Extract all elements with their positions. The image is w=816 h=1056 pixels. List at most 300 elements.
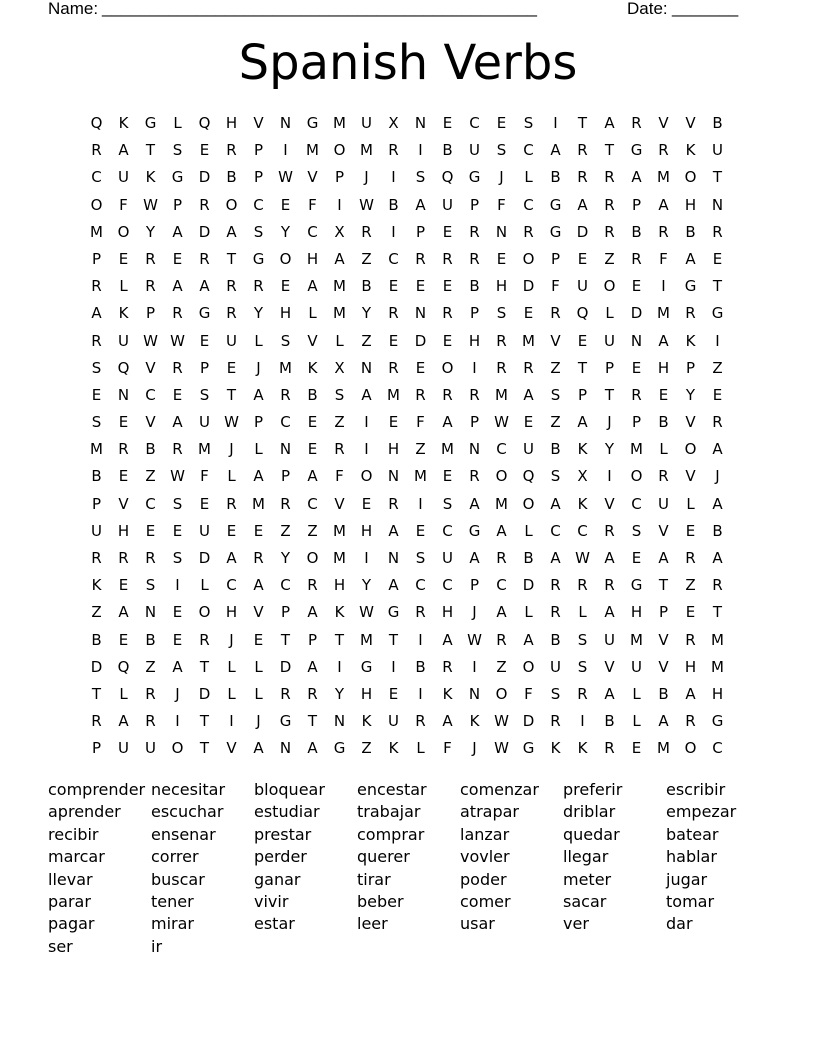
grid-letter[interactable]: A xyxy=(253,385,264,404)
grid-letter[interactable]: S xyxy=(496,304,507,323)
grid-letter[interactable]: Z xyxy=(550,413,561,432)
grid-letter[interactable]: A xyxy=(226,222,237,241)
grid-letter[interactable]: R xyxy=(442,385,453,404)
grid-letter[interactable]: C xyxy=(496,576,507,595)
grid-letter[interactable]: M xyxy=(711,657,724,676)
grid-letter[interactable]: V xyxy=(658,521,669,540)
grid-letter[interactable]: W xyxy=(170,331,185,350)
grid-letter[interactable]: A xyxy=(91,304,102,323)
grid-letter[interactable]: U xyxy=(442,195,453,214)
grid-letter[interactable]: R xyxy=(415,603,426,622)
grid-letter[interactable]: I xyxy=(715,331,720,350)
grid-letter[interactable]: R xyxy=(226,277,237,296)
grid-letter[interactable]: A xyxy=(658,549,669,567)
grid-letter[interactable]: A xyxy=(523,385,534,404)
grid-letter[interactable]: Z xyxy=(496,657,507,676)
grid-letter[interactable]: E xyxy=(442,331,453,350)
grid-letter[interactable]: P xyxy=(280,467,291,486)
grid-letter[interactable]: Z xyxy=(361,249,372,268)
grid-letter[interactable]: Y xyxy=(685,385,696,404)
grid-letter[interactable]: R xyxy=(388,358,399,377)
grid-letter[interactable]: P xyxy=(469,576,480,595)
grid-letter[interactable]: Q xyxy=(117,657,130,676)
grid-letter[interactable]: S xyxy=(550,385,561,404)
grid-letter[interactable]: I xyxy=(418,494,423,513)
grid-letter[interactable]: K xyxy=(307,358,318,377)
grid-letter[interactable]: M xyxy=(414,467,427,486)
grid-letter[interactable]: M xyxy=(630,630,643,649)
grid-letter[interactable]: O xyxy=(225,195,238,214)
grid-letter[interactable]: R xyxy=(550,304,561,323)
grid-letter[interactable]: I xyxy=(661,277,666,296)
grid-letter[interactable]: C xyxy=(253,195,264,214)
grid-letter[interactable]: R xyxy=(631,249,642,268)
grid-letter[interactable]: M xyxy=(522,331,535,350)
grid-letter[interactable]: O xyxy=(495,684,508,703)
grid-letter[interactable]: Z xyxy=(415,440,426,459)
grid-letter[interactable]: R xyxy=(685,549,696,567)
grid-letter[interactable]: A xyxy=(442,712,453,731)
grid-letter[interactable]: E xyxy=(631,277,642,296)
grid-letter[interactable]: E xyxy=(172,630,183,649)
grid-letter[interactable]: R xyxy=(550,576,561,595)
grid-letter[interactable]: K xyxy=(118,114,129,132)
grid-letter[interactable]: T xyxy=(712,277,723,296)
grid-letter[interactable]: A xyxy=(604,603,615,622)
grid-letter[interactable]: B xyxy=(145,440,156,459)
grid-letter[interactable]: L xyxy=(524,168,533,187)
grid-letter[interactable]: P xyxy=(631,195,642,214)
grid-letter[interactable]: R xyxy=(712,413,723,432)
grid-letter[interactable]: Q xyxy=(441,168,454,187)
grid-letter[interactable]: Z xyxy=(604,249,615,268)
grid-letter[interactable]: R xyxy=(280,684,291,703)
grid-letter[interactable]: A xyxy=(334,249,345,268)
grid-letter[interactable]: W xyxy=(359,603,374,622)
grid-letter[interactable]: R xyxy=(199,630,210,649)
grid-letter[interactable]: E xyxy=(172,385,183,404)
grid-letter[interactable]: B xyxy=(658,413,669,432)
grid-letter[interactable]: H xyxy=(225,114,238,132)
grid-letter[interactable]: I xyxy=(175,576,180,595)
grid-letter[interactable]: O xyxy=(684,739,697,758)
grid-letter[interactable]: Z xyxy=(361,739,372,758)
grid-letter[interactable]: O xyxy=(198,603,211,622)
grid-letter[interactable]: E xyxy=(226,358,237,377)
grid-letter[interactable]: R xyxy=(91,277,102,296)
grid-letter[interactable]: I xyxy=(472,358,477,377)
grid-letter[interactable]: Z xyxy=(280,521,291,540)
grid-letter[interactable]: U xyxy=(388,712,399,731)
grid-letter[interactable]: C xyxy=(415,576,426,595)
grid-letter[interactable]: R xyxy=(280,385,291,404)
grid-letter[interactable]: X xyxy=(577,467,588,486)
grid-letter[interactable]: G xyxy=(171,168,184,187)
grid-letter[interactable]: T xyxy=(334,630,345,649)
grid-letter[interactable]: S xyxy=(172,549,183,567)
grid-letter[interactable]: R xyxy=(550,603,561,622)
grid-letter[interactable]: E xyxy=(118,576,129,595)
grid-letter[interactable]: I xyxy=(337,657,342,676)
grid-letter[interactable]: K xyxy=(577,494,588,513)
grid-letter[interactable]: O xyxy=(333,141,346,160)
grid-letter[interactable]: S xyxy=(631,521,642,540)
grid-letter[interactable]: M xyxy=(90,222,103,241)
grid-letter[interactable]: E xyxy=(442,277,453,296)
grid-letter[interactable]: M xyxy=(360,630,373,649)
grid-letter[interactable]: R xyxy=(91,141,102,160)
grid-letter[interactable]: R xyxy=(604,576,615,595)
grid-letter[interactable]: A xyxy=(307,739,318,758)
grid-letter[interactable]: D xyxy=(522,576,535,595)
grid-letter[interactable]: T xyxy=(199,657,210,676)
grid-letter[interactable]: F xyxy=(551,277,560,296)
grid-letter[interactable]: G xyxy=(306,114,319,132)
grid-letter[interactable]: S xyxy=(577,630,588,649)
grid-letter[interactable]: H xyxy=(630,603,643,622)
grid-letter[interactable]: A xyxy=(604,549,615,567)
grid-letter[interactable]: U xyxy=(118,168,129,187)
grid-letter[interactable]: O xyxy=(171,739,184,758)
grid-letter[interactable]: R xyxy=(199,249,210,268)
grid-letter[interactable]: C xyxy=(442,576,453,595)
grid-letter[interactable]: Y xyxy=(280,222,291,241)
grid-letter[interactable]: I xyxy=(337,195,342,214)
grid-letter[interactable]: L xyxy=(254,440,263,459)
grid-letter[interactable]: L xyxy=(227,657,236,676)
grid-letter[interactable]: X xyxy=(334,358,345,377)
grid-letter[interactable]: P xyxy=(658,603,669,622)
grid-letter[interactable]: B xyxy=(523,549,534,567)
grid-letter[interactable]: P xyxy=(145,304,156,323)
grid-letter[interactable]: U xyxy=(550,657,561,676)
grid-letter[interactable]: E xyxy=(685,521,696,540)
grid-letter[interactable]: E xyxy=(685,603,696,622)
grid-letter[interactable]: M xyxy=(333,304,346,323)
grid-letter[interactable]: C xyxy=(712,739,723,758)
grid-letter[interactable]: R xyxy=(145,249,156,268)
grid-letter[interactable]: A xyxy=(577,195,588,214)
grid-letter[interactable]: J xyxy=(472,739,477,758)
grid-letter[interactable]: V xyxy=(604,657,615,676)
grid-letter[interactable]: R xyxy=(307,684,318,703)
grid-letter[interactable]: O xyxy=(306,549,319,567)
grid-letter[interactable]: R xyxy=(496,630,507,649)
grid-letter[interactable]: C xyxy=(577,521,588,540)
grid-letter[interactable]: S xyxy=(550,467,561,486)
grid-letter[interactable]: N xyxy=(468,684,481,703)
grid-letter[interactable]: B xyxy=(226,168,237,187)
grid-letter[interactable]: R xyxy=(496,358,507,377)
grid-letter[interactable]: K xyxy=(685,331,696,350)
grid-letter[interactable]: I xyxy=(391,657,396,676)
grid-letter[interactable]: P xyxy=(172,195,183,214)
grid-letter[interactable]: E xyxy=(118,630,129,649)
grid-letter[interactable]: O xyxy=(684,168,697,187)
grid-letter[interactable]: D xyxy=(198,684,211,703)
grid-letter[interactable]: R xyxy=(523,358,534,377)
grid-letter[interactable]: G xyxy=(711,712,724,731)
grid-letter[interactable]: G xyxy=(360,657,373,676)
grid-letter[interactable]: A xyxy=(604,114,615,132)
grid-letter[interactable]: C xyxy=(469,114,480,132)
grid-letter[interactable]: W xyxy=(494,413,509,432)
grid-letter[interactable]: W xyxy=(575,549,590,567)
grid-letter[interactable]: E xyxy=(442,114,453,132)
grid-letter[interactable]: H xyxy=(306,249,319,268)
grid-letter[interactable]: Y xyxy=(145,222,156,241)
grid-letter[interactable]: E xyxy=(388,277,399,296)
grid-letter[interactable]: A xyxy=(172,222,183,241)
grid-letter[interactable]: U xyxy=(91,521,102,540)
grid-letter[interactable]: K xyxy=(91,576,102,595)
grid-letter[interactable]: D xyxy=(279,657,292,676)
grid-letter[interactable]: E xyxy=(388,684,399,703)
grid-letter[interactable]: D xyxy=(90,657,103,676)
grid-letter[interactable]: G xyxy=(468,168,481,187)
grid-letter[interactable]: A xyxy=(415,195,426,214)
grid-letter[interactable]: V xyxy=(658,630,669,649)
grid-letter[interactable]: G xyxy=(630,576,643,595)
grid-letter[interactable]: J xyxy=(364,168,369,187)
grid-letter[interactable]: N xyxy=(279,114,292,132)
grid-letter[interactable]: U xyxy=(118,739,129,758)
grid-letter[interactable]: G xyxy=(549,195,562,214)
grid-letter[interactable]: P xyxy=(550,249,561,268)
grid-letter[interactable]: E xyxy=(253,521,264,540)
grid-letter[interactable]: R xyxy=(91,549,102,567)
grid-letter[interactable]: I xyxy=(175,712,180,731)
grid-letter[interactable]: M xyxy=(630,440,643,459)
grid-letter[interactable]: V xyxy=(307,331,318,350)
grid-letter[interactable]: A xyxy=(550,141,561,160)
grid-letter[interactable]: O xyxy=(279,249,292,268)
grid-letter[interactable]: P xyxy=(253,413,264,432)
grid-letter[interactable]: C xyxy=(91,168,102,187)
grid-letter[interactable]: A xyxy=(388,576,399,595)
grid-letter[interactable]: A xyxy=(469,494,480,513)
grid-letter[interactable]: A xyxy=(442,413,453,432)
grid-letter[interactable]: J xyxy=(472,603,477,622)
grid-letter[interactable]: R xyxy=(577,141,588,160)
grid-letter[interactable]: U xyxy=(145,739,156,758)
grid-letter[interactable]: E xyxy=(172,521,183,540)
grid-letter[interactable]: U xyxy=(199,413,210,432)
grid-letter[interactable]: L xyxy=(659,440,668,459)
grid-letter[interactable]: R xyxy=(388,494,399,513)
grid-letter[interactable]: Z xyxy=(307,521,318,540)
grid-letter[interactable]: A xyxy=(361,385,372,404)
grid-letter[interactable]: W xyxy=(359,195,374,214)
grid-letter[interactable]: Q xyxy=(522,467,535,486)
grid-letter[interactable]: B xyxy=(91,467,102,486)
grid-letter[interactable]: I xyxy=(364,440,369,459)
grid-letter[interactable]: S xyxy=(91,358,102,377)
grid-letter[interactable]: A xyxy=(172,657,183,676)
grid-letter[interactable]: T xyxy=(307,712,318,731)
grid-letter[interactable]: O xyxy=(495,467,508,486)
grid-letter[interactable]: R xyxy=(442,657,453,676)
grid-letter[interactable]: S xyxy=(415,168,426,187)
grid-letter[interactable]: G xyxy=(387,603,400,622)
grid-letter[interactable]: R xyxy=(91,712,102,731)
grid-letter[interactable]: R xyxy=(712,576,723,595)
grid-letter[interactable]: Z xyxy=(712,358,723,377)
grid-letter[interactable]: A xyxy=(631,168,642,187)
grid-letter[interactable]: B xyxy=(550,440,561,459)
grid-letter[interactable]: C xyxy=(550,521,561,540)
grid-letter[interactable]: G xyxy=(711,304,724,323)
grid-letter[interactable]: E xyxy=(118,249,129,268)
grid-letter[interactable]: S xyxy=(172,494,183,513)
grid-letter[interactable]: L xyxy=(119,684,128,703)
grid-letter[interactable]: T xyxy=(712,603,723,622)
grid-letter[interactable]: Y xyxy=(334,684,345,703)
grid-letter[interactable]: J xyxy=(229,630,234,649)
grid-letter[interactable]: P xyxy=(577,385,588,404)
grid-letter[interactable]: K xyxy=(577,739,588,758)
grid-letter[interactable]: V xyxy=(604,494,615,513)
grid-letter[interactable]: I xyxy=(391,168,396,187)
grid-letter[interactable]: R xyxy=(388,304,399,323)
grid-letter[interactable]: B xyxy=(361,277,372,296)
grid-letter[interactable]: E xyxy=(631,549,642,567)
grid-letter[interactable]: U xyxy=(442,549,453,567)
grid-letter[interactable]: E xyxy=(415,521,426,540)
grid-letter[interactable]: E xyxy=(658,385,669,404)
grid-letter[interactable]: C xyxy=(307,494,318,513)
grid-letter[interactable]: R xyxy=(604,222,615,241)
grid-letter[interactable]: N xyxy=(630,331,643,350)
grid-letter[interactable]: K xyxy=(577,440,588,459)
grid-letter[interactable]: A xyxy=(442,630,453,649)
grid-letter[interactable]: V xyxy=(253,603,264,622)
grid-letter[interactable]: W xyxy=(143,195,158,214)
grid-letter[interactable]: V xyxy=(145,358,156,377)
grid-letter[interactable]: A xyxy=(307,467,318,486)
grid-letter[interactable]: R xyxy=(604,739,615,758)
grid-letter[interactable]: S xyxy=(145,576,156,595)
grid-letter[interactable]: E xyxy=(280,195,291,214)
grid-letter[interactable]: W xyxy=(224,413,239,432)
grid-letter[interactable]: O xyxy=(117,222,130,241)
grid-letter[interactable]: E xyxy=(145,521,156,540)
grid-letter[interactable]: M xyxy=(333,521,346,540)
grid-letter[interactable]: S xyxy=(91,413,102,432)
grid-letter[interactable]: E xyxy=(523,304,534,323)
grid-letter[interactable]: N xyxy=(144,603,157,622)
grid-letter[interactable]: R xyxy=(631,114,642,132)
grid-letter[interactable]: A xyxy=(469,549,480,567)
grid-letter[interactable]: M xyxy=(711,630,724,649)
grid-letter[interactable]: J xyxy=(256,358,261,377)
grid-letter[interactable]: B xyxy=(469,277,480,296)
grid-letter[interactable]: R xyxy=(145,684,156,703)
grid-letter[interactable]: A xyxy=(577,413,588,432)
grid-letter[interactable]: T xyxy=(604,385,615,404)
grid-letter[interactable]: U xyxy=(604,331,615,350)
grid-letter[interactable]: R xyxy=(604,195,615,214)
grid-letter[interactable]: R xyxy=(658,222,669,241)
grid-letter[interactable]: D xyxy=(198,168,211,187)
grid-letter[interactable]: A xyxy=(307,603,318,622)
grid-letter[interactable]: T xyxy=(226,249,237,268)
grid-letter[interactable]: E xyxy=(442,222,453,241)
grid-letter[interactable]: R xyxy=(469,222,480,241)
grid-letter[interactable]: B xyxy=(550,630,561,649)
grid-letter[interactable]: A xyxy=(658,195,669,214)
grid-letter[interactable]: I xyxy=(553,114,558,132)
grid-letter[interactable]: P xyxy=(604,358,615,377)
grid-letter[interactable]: R xyxy=(199,195,210,214)
grid-letter[interactable]: D xyxy=(414,331,427,350)
grid-letter[interactable]: H xyxy=(657,358,670,377)
grid-letter[interactable]: R xyxy=(145,277,156,296)
grid-letter[interactable]: D xyxy=(576,222,589,241)
grid-letter[interactable]: S xyxy=(496,141,507,160)
grid-letter[interactable]: T xyxy=(199,712,210,731)
grid-letter[interactable]: R xyxy=(496,549,507,567)
grid-letter[interactable]: A xyxy=(685,684,696,703)
grid-letter[interactable]: F xyxy=(200,467,209,486)
grid-letter[interactable]: A xyxy=(172,277,183,296)
grid-letter[interactable]: B xyxy=(712,521,723,540)
grid-letter[interactable]: G xyxy=(279,712,292,731)
grid-letter[interactable]: E xyxy=(307,440,318,459)
grid-letter[interactable]: P xyxy=(334,168,345,187)
grid-letter[interactable]: R xyxy=(577,576,588,595)
grid-letter[interactable]: R xyxy=(631,385,642,404)
grid-letter[interactable]: R xyxy=(334,440,345,459)
grid-letter[interactable]: K xyxy=(145,168,156,187)
grid-letter[interactable]: M xyxy=(198,440,211,459)
grid-letter[interactable]: I xyxy=(418,141,423,160)
grid-letter[interactable]: T xyxy=(577,114,588,132)
grid-letter[interactable]: A xyxy=(118,603,129,622)
grid-letter[interactable]: A xyxy=(550,494,561,513)
grid-letter[interactable]: L xyxy=(632,684,641,703)
grid-letter[interactable]: J xyxy=(499,168,504,187)
grid-letter[interactable]: E xyxy=(199,141,210,160)
grid-letter[interactable]: X xyxy=(334,222,345,241)
grid-letter[interactable]: E xyxy=(199,494,210,513)
grid-letter[interactable]: M xyxy=(657,304,670,323)
grid-letter[interactable]: R xyxy=(361,222,372,241)
grid-letter[interactable]: E xyxy=(415,277,426,296)
grid-letter[interactable]: E xyxy=(577,249,588,268)
grid-letter[interactable]: B xyxy=(604,712,615,731)
grid-letter[interactable]: U xyxy=(118,331,129,350)
grid-letter[interactable]: T xyxy=(199,739,210,758)
grid-letter[interactable]: V xyxy=(226,739,237,758)
grid-letter[interactable]: W xyxy=(494,712,509,731)
grid-letter[interactable]: E xyxy=(523,413,534,432)
grid-letter[interactable]: R xyxy=(307,576,318,595)
grid-letter[interactable]: S xyxy=(550,684,561,703)
grid-letter[interactable]: A xyxy=(199,277,210,296)
grid-letter[interactable]: K xyxy=(442,684,453,703)
grid-letter[interactable]: F xyxy=(335,467,344,486)
grid-letter[interactable]: L xyxy=(308,304,317,323)
grid-letter[interactable]: G xyxy=(522,739,535,758)
grid-letter[interactable]: T xyxy=(577,358,588,377)
grid-letter[interactable]: N xyxy=(711,195,724,214)
grid-letter[interactable]: E xyxy=(442,467,453,486)
grid-letter[interactable]: Q xyxy=(576,304,589,323)
grid-letter[interactable]: Y xyxy=(361,304,372,323)
grid-letter[interactable]: Y xyxy=(253,304,264,323)
grid-letter[interactable]: L xyxy=(524,603,533,622)
